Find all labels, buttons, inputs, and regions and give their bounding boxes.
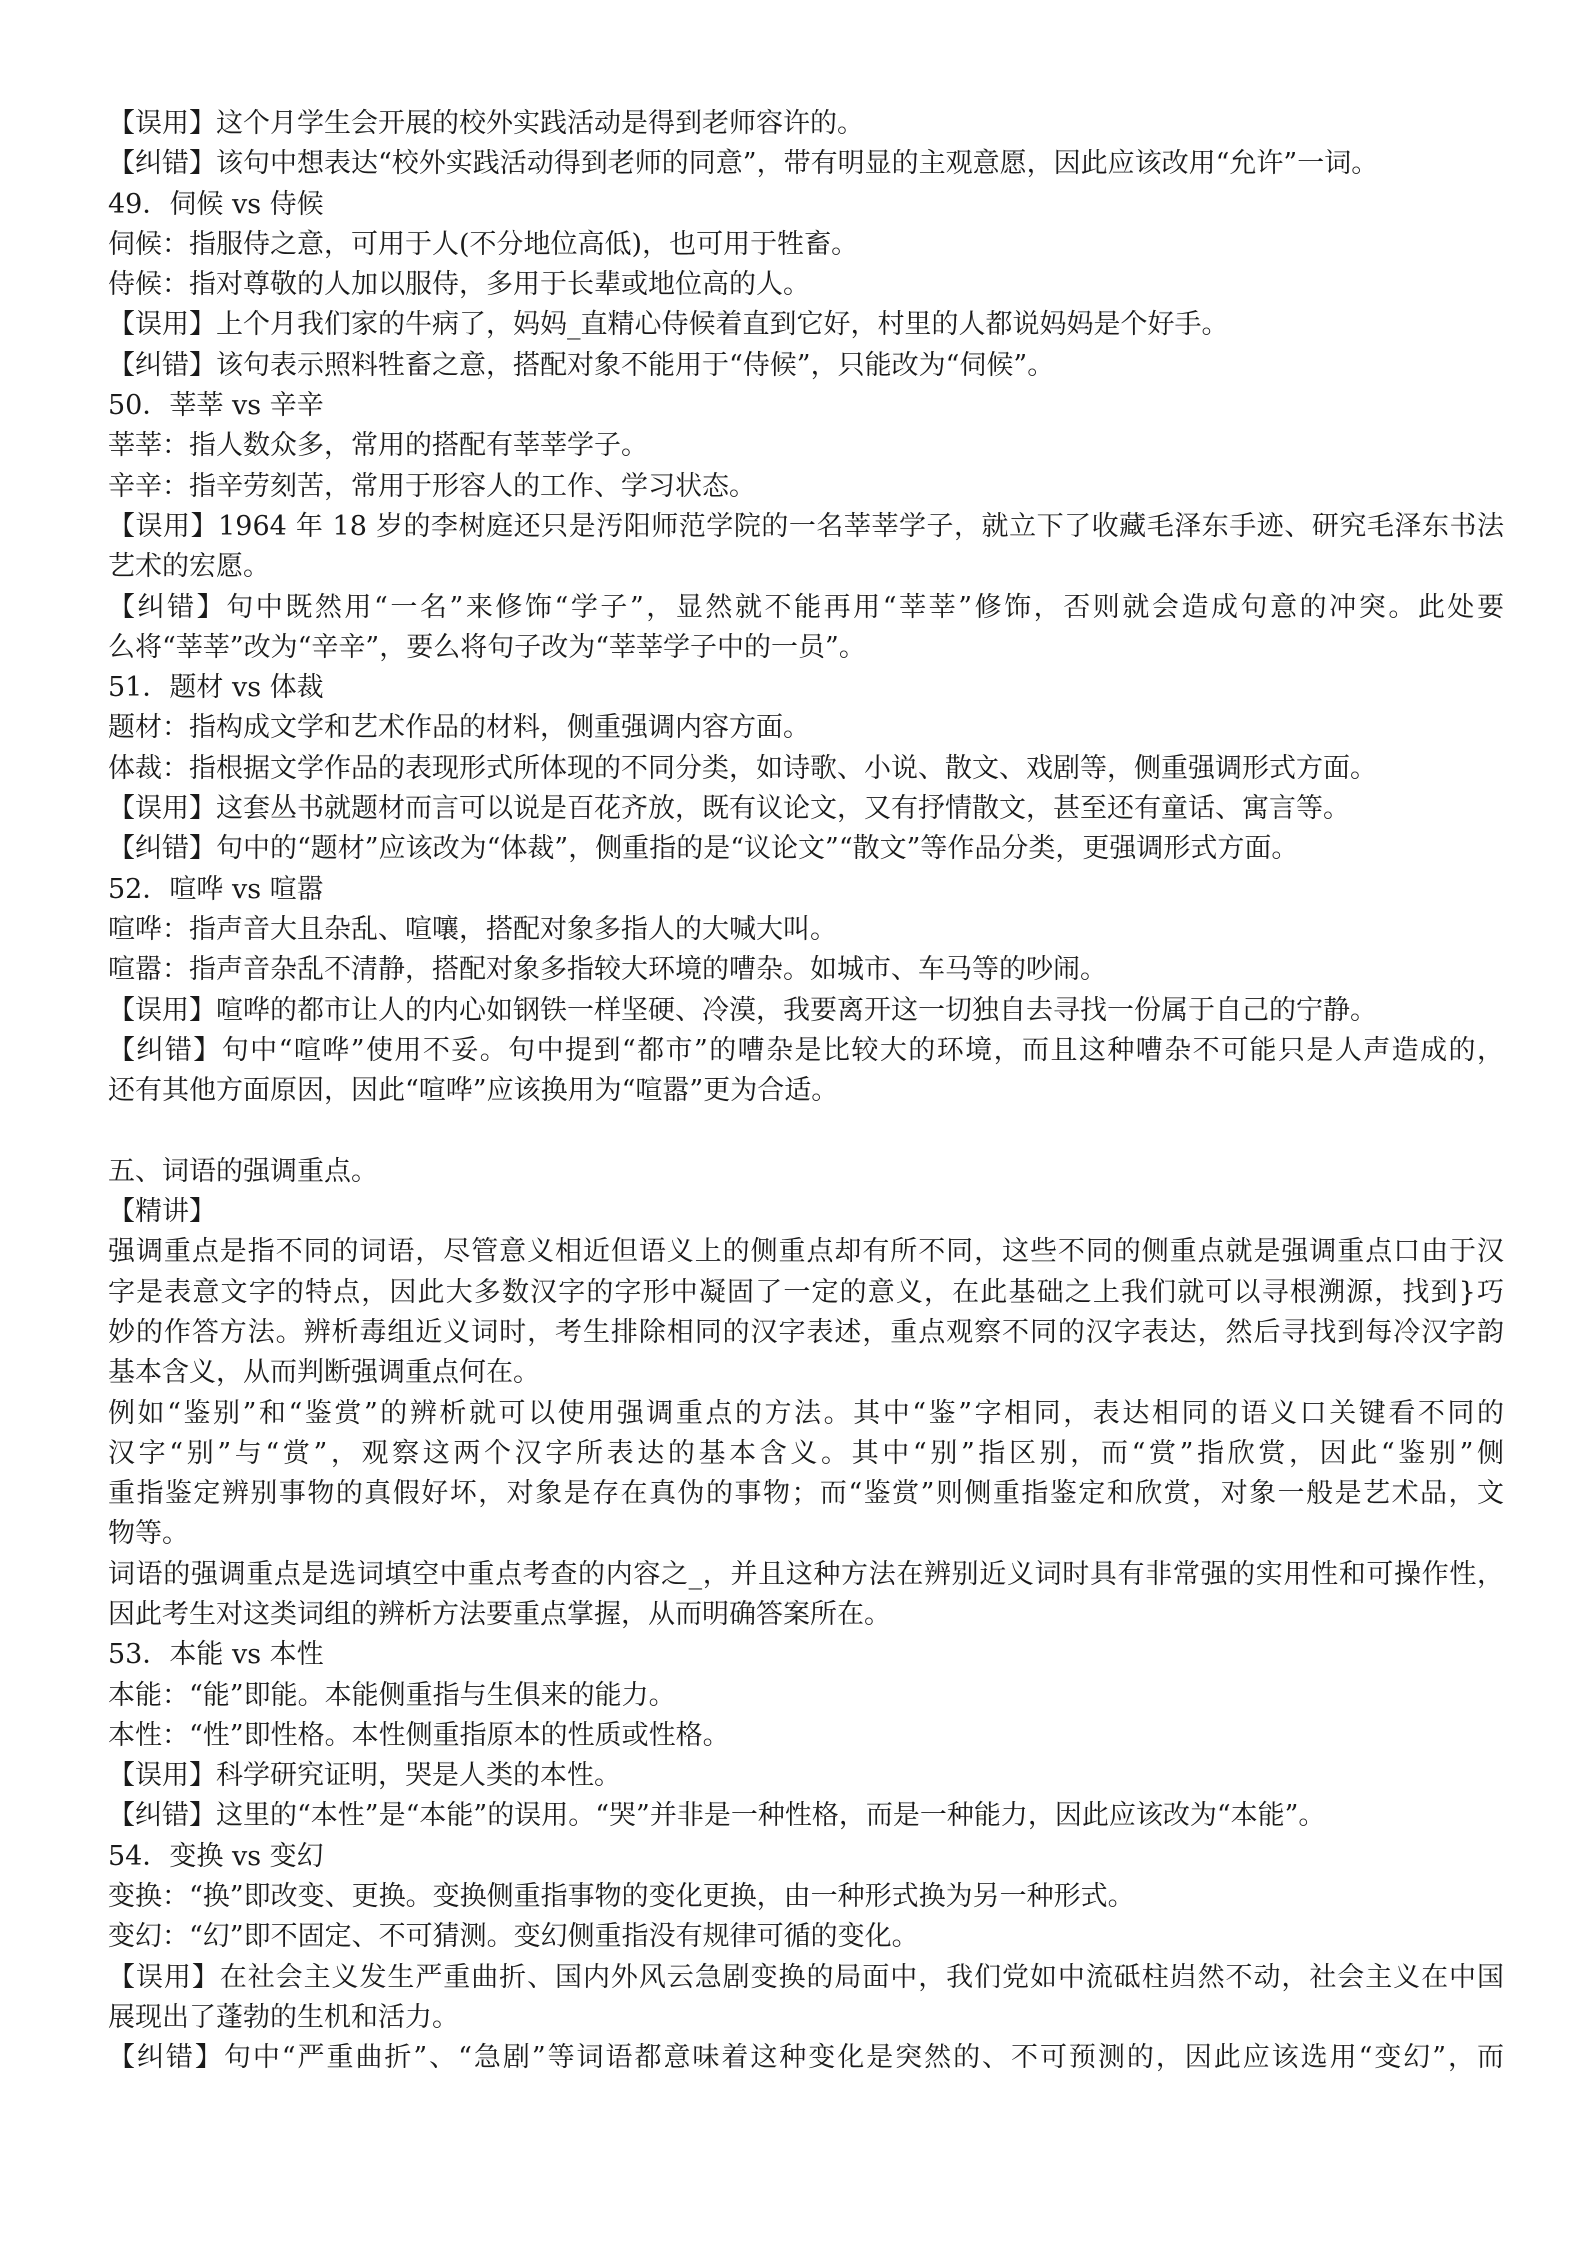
text-line: 重指鉴定辨别事物的真假好坏，对象是存在真伪的事物；而“鉴赏”则侧重指鉴定和欣赏，对象一般是艺术品，文 <box>108 1478 1504 1510</box>
text-line: 强调重点是指不同的词语，尽管意义相近但语义上的侧重点却有所不同，这些不同的侧重点就是强调重点口由于汉 <box>108 1236 1504 1268</box>
text-line: 51．题材 vs 体裁 <box>108 672 324 704</box>
text-line: 54．变换 vs 变幻 <box>108 1840 324 1872</box>
text-line: 【误用】这个月学生会开展的校外实践活动是得到老师容许的。 <box>108 108 864 139</box>
text-line: 变换：“换”即改变、更换。变换侧重指事物的变化更换，由一种形式换为另一种形式。 <box>108 1881 1135 1913</box>
document-page <box>108 104 1504 2079</box>
text-line: 体裁：指根据文学作品的表现形式所体现的不同分类，如诗歌、小说、散文、戏剧等，侧重强调形式方面。 <box>108 752 1377 784</box>
text-line: 喧嚣：指声音杂乱不清静，搭配对象多指较大环境的嘈杂。如城市、车马等的吵闹。 <box>108 954 1107 986</box>
text-line: 基本含义，从而判断强调重点何在。 <box>108 1357 540 1389</box>
text-line: 侍候：指对尊敬的人加以服侍，多用于长辈或地位高的人。 <box>108 269 810 301</box>
text-line: 【纠错】句中的“题材”应该改为“体裁”，侧重指的是“议论文”“散文”等作品分类，更强调形式方面。 <box>108 833 1299 865</box>
text-line: 【误用】喧哗的都市让人的内心如钢铁一样坚硬、冷漠，我要离开这一切独自去寻找一份属于自己的宁静。 <box>108 994 1377 1026</box>
text-line: 题材：指构成文学和艺术作品的材料，侧重强调内容方面。 <box>108 712 810 744</box>
text-line: 【误用】1964 年 18 岁的李树庭还只是汚阳师范学院的一名莘莘学子，就立下了收藏毛泽东手迹、研究毛泽东书法 <box>108 510 1504 542</box>
text-line: 【误用】科学研究证明，哭是人类的本性。 <box>108 1760 621 1792</box>
text-line: 49．伺候 vs 侍候 <box>108 188 324 220</box>
text-line: 汉字“别”与“赏”，观察这两个汉字所表达的基本含义。其中“别”指区别，而“赏”指欣赏，因此“鉴别”侧 <box>108 1437 1504 1469</box>
text-line: 【误用】上个月我们家的牛病了，妈妈_直精心侍候着直到它好，村里的人都说妈妈是个好手。 <box>108 309 1229 341</box>
text-line: 50．莘莘 vs 辛辛 <box>108 390 324 422</box>
text-line: 【精讲】 <box>108 1196 216 1228</box>
text-line: 妙的作答方法。辨析毒组近义词时，考生排除相同的汉字表述，重点观察不同的汉字表达，然后寻找到每冷汉字韵 <box>108 1316 1504 1348</box>
text-line: 艺术的宏愿。 <box>108 551 270 583</box>
text-line: 么将“莘莘”改为“辛辛”，要么将句子改为“莘莘学子中的一员”。 <box>108 631 866 663</box>
text-line: 【纠错】该句中想表达“校外实践活动得到老师的同意”，带有明显的主观意愿，因此应该改用“允许”一词。 <box>108 148 1379 180</box>
text-line: 【纠错】句中“喧哗”使用不妥。句中提到“都市”的嘈杂是比较大的环境，而且这种嘈杂不可能只是人声造成的， <box>108 1034 1504 1066</box>
text-line: 变幻：“幻”即不固定、不可猜测。变幻侧重指没有规律可循的变化。 <box>108 1921 919 1953</box>
text-line: 本能：“能”即能。本能侧重指与生俱来的能力。 <box>108 1679 676 1711</box>
text-line: 【纠错】句中“严重曲折”、“急剧”等词语都意味着这种变化是突然的、不可预测的，因此应该选用“变幻”，而 <box>108 2042 1504 2074</box>
text-line: 五、词语的强调重点。 <box>108 1155 378 1187</box>
text-line: 【误用】这套丛书就题材而言可以说是百花齐放，既有议论文，又有抒情散文，甚至还有童话、寓言等。 <box>108 793 1350 825</box>
text-line: 字是表意文字的特点，因此大多数汉字的字形中凝固了一定的意义，在此基础之上我们就可以寻根溯源，找到}巧 <box>108 1276 1504 1308</box>
text-line: 物等。 <box>108 1518 189 1550</box>
text-line: 52．喧哗 vs 喧嚣 <box>108 873 324 905</box>
text-line: 辛辛：指辛劳刻苦，常用于形容人的工作、学习状态。 <box>108 470 756 502</box>
blank-line <box>108 1111 1504 1151</box>
text-line: 喧哗：指声音大且杂乱、喧嚷，搭配对象多指人的大喊大叫。 <box>108 913 837 945</box>
text-line: 【纠错】该句表示照料牲畜之意，搭配对象不能用于“侍候”，只能改为“伺候”。 <box>108 349 1055 381</box>
text-line: 【纠错】这里的“本性”是“本能”的误用。“哭”并非是一种性格，而是一种能力，因此应该改为“本能”。 <box>108 1800 1326 1832</box>
text-line: 伺候：指服侍之意，可用于人(不分地位高低)，也可用于牲畜。 <box>108 228 859 260</box>
text-line: 莘莘：指人数众多，常用的搭配有莘莘学子。 <box>108 430 648 462</box>
text-line: 【纠错】句中既然用“一名”来修饰“学子”，显然就不能再用“莘莘”修饰，否则就会造成句意的冲突。此处要 <box>108 591 1504 623</box>
text-line: 展现出了蓬勃的生机和活力。 <box>108 2001 459 2033</box>
text-line: 例如“鉴别”和“鉴赏”的辨析就可以使用强调重点的方法。其中“鉴”字相同，表达相同的语义口关键看不同的 <box>108 1397 1504 1429</box>
text-line: 因此考生对这类词组的辨析方法要重点掌握，从而明确答案所在。 <box>108 1598 891 1630</box>
text-line: 还有其他方面原因，因此“喧哗”应该换用为“喧嚣”更为合适。 <box>108 1075 839 1107</box>
text-line: 词语的强调重点是选词填空中重点考查的内容之_，并且这种方法在辨别近义词时具有非常强的实用性和可操作性， <box>108 1558 1504 1590</box>
text-line: 本性：“性”即性格。本性侧重指原本的性质或性格。 <box>108 1719 730 1751</box>
text-line: 【误用】在社会主义发生严重曲折、国内外风云急剧变换的局面中，我们党如中流砥柱岿然不动，社会主义在中国 <box>108 1961 1504 1993</box>
text-line: 53．本能 vs 本性 <box>108 1639 324 1671</box>
